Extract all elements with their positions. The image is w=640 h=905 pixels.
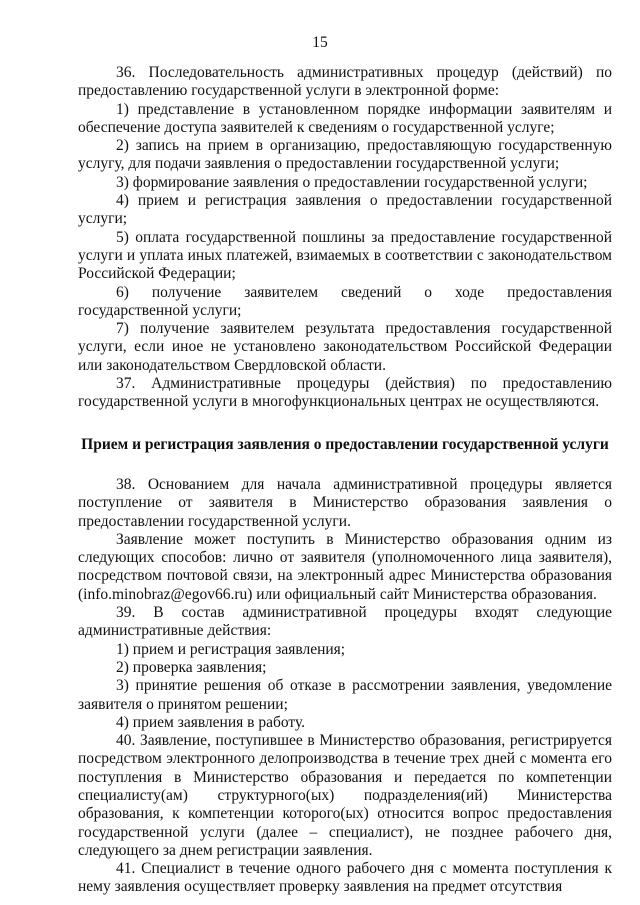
paragraph-40: 40. Заявление, поступившее в Министерство образования, регистрируется посредством электронного делопроизводства в течение трех дней с момента его поступления в Министерство образования и передается по компетенции специалисту(ам) структурного(ых) подразделения(ий) Министерства образования, к компетенции которого(ых) относится вопрос предоставления государственной услуги (далее – специалист), не позднее рабочего дня, следующего за днем регистрации заявления. [78,732,612,859]
list-item: 6) получение заявителем сведений о ходе предоставления государственной услуги; [78,283,612,319]
list-item: 5) оплата государственной пошлины за предоставление государственной услуги и уплата иных платежей, взимаемых в соответствии с законодательством Российской Федерации; [78,228,612,283]
paragraph: Заявление может поступить в Министерство образования одним из следующих способов: лично от заявителя (уполномоченного лица заявителя), посредством почтовой связи, на электронный адрес Министерства образования (info.minobraz@egov66.ru) или официальный сайт Министерства образования. [78,530,612,603]
paragraph-37: 37. Административные процедуры (действия) по предоставлению государственной услуги в многофункциональных центрах не осуществляются. [78,375,612,411]
list-item: 1) представление в установленном порядке информации заявителям и обеспечение доступа заявителей к сведениям о государственной услуге; [78,100,612,136]
paragraph-36: 36. Последовательность административных процедур (действий) по предоставлению государственной услуги в электронной форме: [78,64,612,100]
list-item: 4) прием и регистрация заявления о предоставлении государственной услуги; [78,192,612,228]
paragraph-39: 39. В состав административной процедуры входят следующие административные действия: [78,604,612,640]
paragraph-41: 41. Специалист в течение одного рабочего дня с момента поступления к нему заявления осуществляет проверку заявления на предмет отсутствия [78,860,612,896]
list-item: 2) запись на прием в организацию, предоставляющую государственную услугу, для подачи заявления о предоставлении государственной услуги; [78,137,612,173]
list-item: 1) прием и регистрация заявления; [116,640,346,658]
paragraph-38: 38. Основанием для начала административной процедуры является поступление от заявителя в Министерство образования заявления о предоставлении государственной услуги. [78,475,612,530]
list-item: 3) принятие решения об отказе в рассмотрении заявления, уведомление заявителя о принятом решении; [78,677,612,713]
page-number: 15 [312,34,328,51]
list-item: 4) прием заявления в работу. [116,713,306,731]
list-item: 7) получение заявителем результата предоставления государственной услуги, если иное не установлено законодательством Российской Федерации или законодательством Свердловской области. [78,320,612,374]
list-item: 3) формирование заявления о предоставлении государственной услуги; [116,173,588,191]
list-item: 2) проверка заявления; [116,658,267,676]
document-body [78,64,612,897]
section-heading: Прием и регистрация заявления о предоставлении государственной услуги [81,435,609,453]
